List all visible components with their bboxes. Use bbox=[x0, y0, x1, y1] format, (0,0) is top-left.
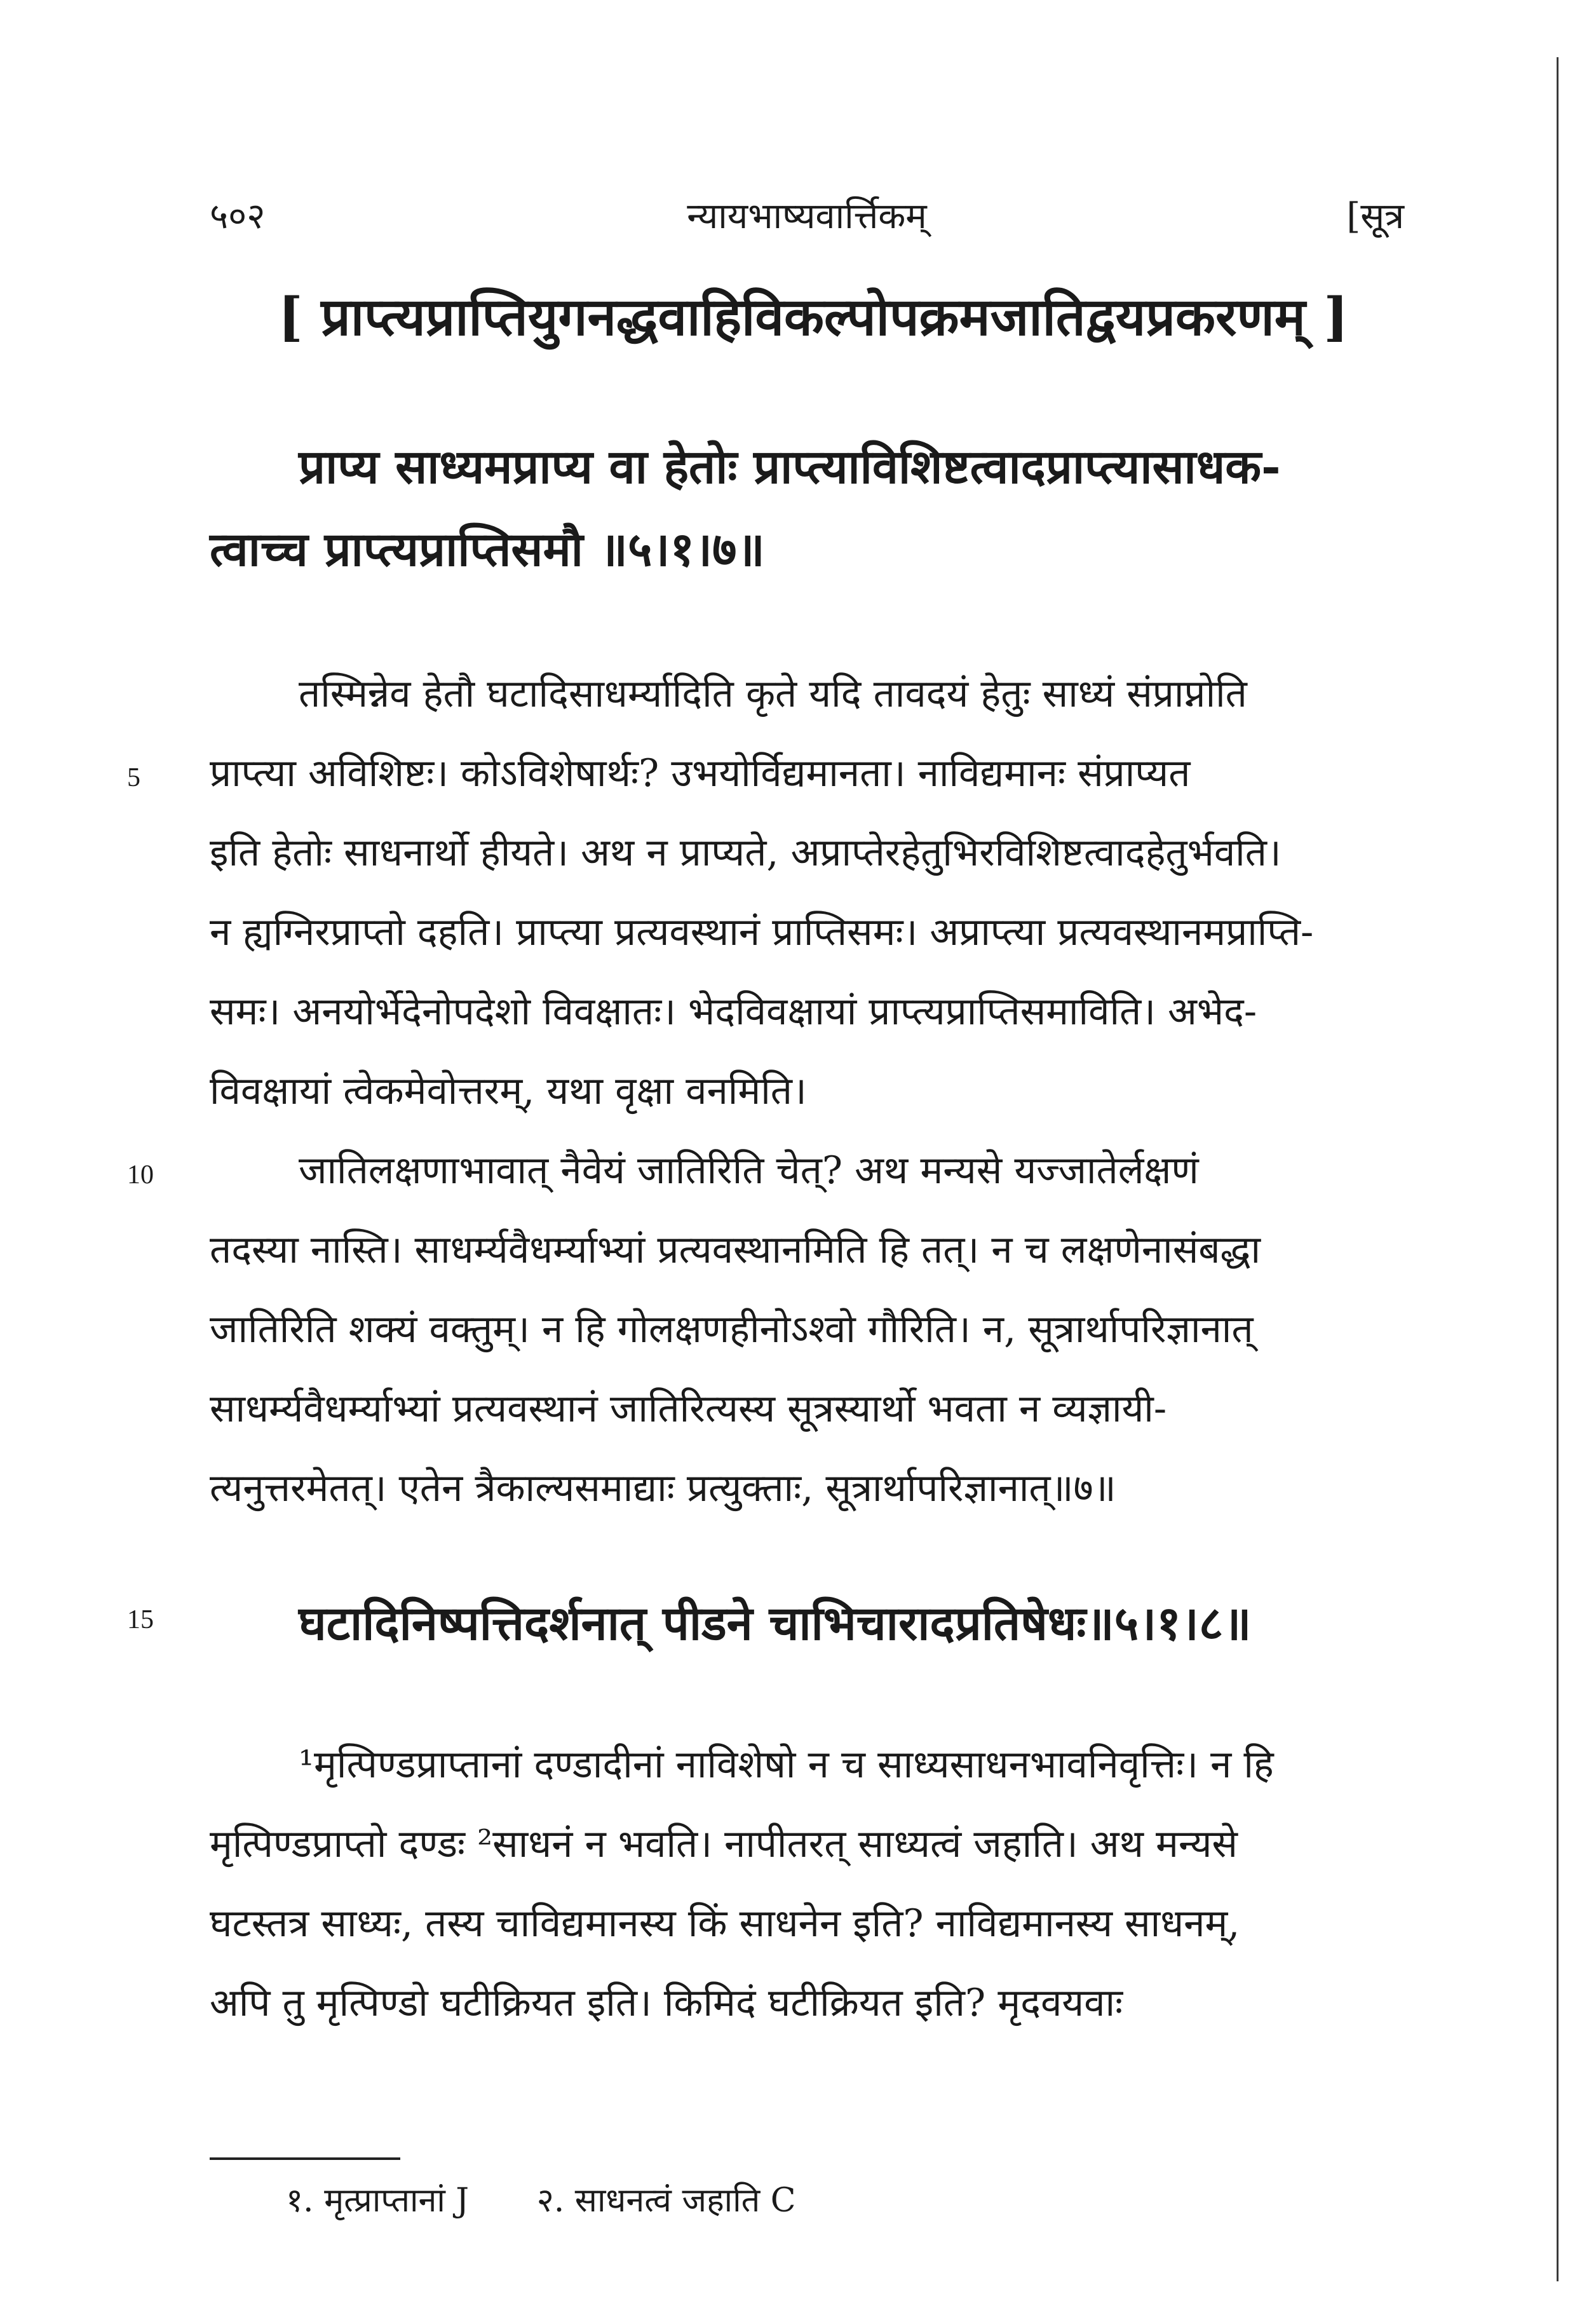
commentary-line: अपि तु मृत्पिण्डो घटीक्रियत इति। किमिदं घटीक्रियत इति? मृदवयवाः bbox=[210, 1981, 1123, 2025]
running-title: न्यायभाष्यवार्त्तिकम् bbox=[687, 196, 927, 237]
sutra-5-1-8 bbox=[210, 1582, 1404, 1665]
commentary-line: जातिरिति शक्यं वक्तुम्। न हि गोलक्षणहीनोऽश्वो गौरिति। न, सूत्रार्थापरिज्ञानात् bbox=[210, 1307, 1254, 1352]
commentary-line: विवक्षायां त्वेकमेवोत्तरम्, यथा वृक्षा वनमिति। bbox=[210, 1069, 807, 1113]
line-number: 10 bbox=[127, 1160, 154, 1190]
commentary-line: त्यनुत्तरमेतत्। एतेन त्रैकाल्यसमाद्याः प्रत्युक्ताः, सूत्रार्थापरिज्ञानात्॥७॥ bbox=[210, 1466, 1116, 1511]
section-title: [ प्राप्त्यप्राप्तियुगनद्धवाहिविकल्पोपक्रमजातिद्वयप्रकरणम् ] bbox=[278, 287, 1349, 348]
commentary-line: न ह्यग्निरप्राप्तो दहति। प्राप्त्या प्रत्यवस्थानं प्राप्तिसमः। अप्राप्त्या प्रत्यवस्थानमप्राप्ति- bbox=[210, 910, 1314, 954]
commentary-line: तस्मिन्नेव हेतौ घटादिसाधर्म्यादिति कृते यदि तावदयं हेतुः साध्यं संप्राप्नोति bbox=[299, 672, 1247, 716]
page-number: ५०२ bbox=[210, 196, 266, 237]
scan-edge-line bbox=[1557, 57, 1559, 2281]
commentary-line: मृत्पिण्डप्राप्तो दण्डः ²साधनं न भवति। नापीतरत् साध्यत्वं जहाति। अथ मन्यसे bbox=[210, 1822, 1238, 1866]
commentary-line: ¹मृत्पिण्डप्राप्तानां दण्डादीनां नाविशेषो न च साध्यसाधनभावनिवृत्तिः। न हि bbox=[299, 1742, 1274, 1787]
commentary-line: तदस्या नास्ति। साधर्म्यवैधर्म्याभ्यां प्रत्यवस्थानमिति हि तत्। न च लक्षणेनासंबद्धा bbox=[210, 1228, 1261, 1272]
commentary-line: इति हेतोः साधनार्थो हीयते। अथ न प्राप्यते, अप्राप्तेरहेतुभिरविशिष्टत्वादहेतुर्भवति। bbox=[210, 831, 1282, 875]
section-marker: [सूत्र bbox=[1346, 196, 1404, 237]
footnote-rule bbox=[210, 2157, 400, 2160]
commentary-paragraph bbox=[210, 655, 1404, 1528]
sutra-line: घटादिनिष्पत्तिदर्शनात् पीडने चाभिचारादप्रतिषेधः॥५।१।८॥ bbox=[299, 1596, 1252, 1651]
line-number: 15 bbox=[127, 1605, 154, 1634]
page-header bbox=[210, 191, 1404, 241]
commentary-line: समः। अनयोर्भेदेनोपदेशो विवक्षातः। भेदविवक्षायां प्राप्त्यप्राप्तिसमाविति। अभेद- bbox=[210, 989, 1257, 1034]
footnotes bbox=[286, 2176, 853, 2222]
footnote: २. साधनत्वं जहाति C bbox=[536, 2182, 796, 2220]
footnote: १. मृत्प्राप्तानां J bbox=[286, 2182, 470, 2220]
commentary-line: प्राप्त्या अविशिष्टः। कोऽविशेषार्थः? उभयोर्विद्यमानता। नाविद्यमानः संप्राप्यत bbox=[210, 751, 1191, 796]
sutra-5-1-7 bbox=[210, 426, 1404, 591]
commentary-line: जातिलक्षणाभावात् नैवेयं जातिरिति चेत्? अथ मन्यसे यज्जातेर्लक्षणं bbox=[299, 1148, 1199, 1193]
commentary-line: घटस्तत्र साध्यः, तस्य चाविद्यमानस्य किं साधनेन इति? नाविद्यमानस्य साधनम्, bbox=[210, 1901, 1240, 1946]
sutra-line: त्वाच्च प्राप्त्यप्राप्तिसमौ ॥५।१।७॥ bbox=[210, 522, 765, 577]
sutra-line: प्राप्य साध्यमप्राप्य वा हेतोः प्राप्त्याविशिष्टत्वादप्राप्त्यासाधक- bbox=[299, 440, 1281, 494]
line-number: 5 bbox=[127, 763, 140, 792]
commentary-paragraph bbox=[210, 1725, 1404, 2043]
commentary-line: साधर्म्यवैधर्म्याभ्यां प्रत्यवस्थानं जातिरित्यस्य सूत्रस्यार्थो भवता न व्यज्ञायी- bbox=[210, 1387, 1167, 1431]
